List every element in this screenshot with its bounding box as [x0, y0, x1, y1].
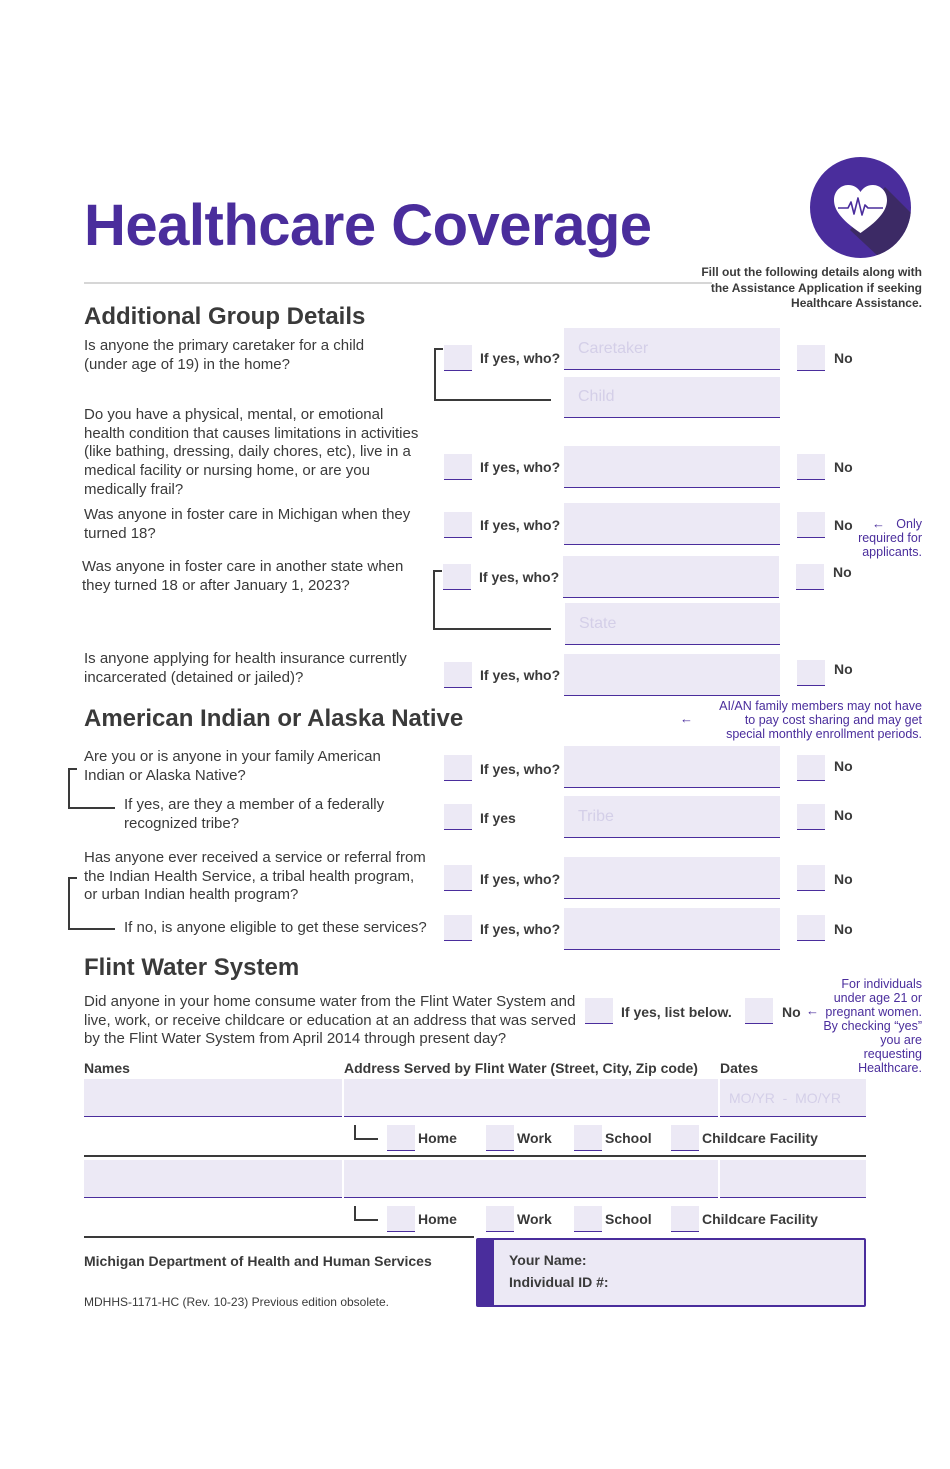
- arrow-left-icon: ←: [872, 516, 885, 531]
- foster-other-who-field[interactable]: [563, 556, 779, 598]
- home-label: Home: [418, 1211, 457, 1227]
- school-label: School: [605, 1211, 652, 1227]
- flint-dates-field[interactable]: [720, 1160, 866, 1198]
- foster-mi-yes-checkbox[interactable]: [444, 512, 472, 538]
- no-label: No: [834, 661, 853, 677]
- no-label: No: [834, 350, 853, 366]
- tribe-no-checkbox[interactable]: [797, 804, 825, 830]
- flint-name-field[interactable]: [84, 1160, 342, 1198]
- home-label: Home: [418, 1130, 457, 1146]
- health-yes-checkbox[interactable]: [444, 454, 472, 480]
- flint-home-checkbox[interactable]: [387, 1206, 415, 1232]
- page-title: Healthcare Coverage: [84, 193, 652, 258]
- caretaker-yes-checkbox[interactable]: [444, 345, 472, 371]
- bracket: [434, 399, 551, 401]
- your-name-label: Your Name:: [509, 1252, 587, 1268]
- no-label: No: [834, 871, 853, 887]
- incarcerated-who-field[interactable]: [564, 654, 780, 696]
- flint-dates-field[interactable]: MO/YR - MO/YR: [720, 1079, 866, 1117]
- row-divider: [84, 1236, 474, 1238]
- foster-other-yes-checkbox[interactable]: [443, 564, 471, 590]
- applicant-note: Only required for applicants.: [858, 517, 922, 559]
- flint-childcare-checkbox[interactable]: [671, 1125, 699, 1151]
- individual-id-label: Individual ID #:: [509, 1274, 609, 1290]
- flint-school-checkbox[interactable]: [574, 1206, 602, 1232]
- caretaker-field[interactable]: Caretaker: [564, 328, 780, 370]
- if-yes-who-label: If yes, who?: [480, 871, 561, 887]
- department-name: Michigan Department of Health and Human Services: [84, 1253, 432, 1269]
- bracket: [434, 348, 443, 350]
- arrow-left-icon: ←: [806, 1003, 819, 1018]
- no-label: No: [833, 564, 852, 580]
- work-label: Work: [517, 1130, 552, 1146]
- no-label: No: [834, 807, 853, 823]
- heart-pulse-icon: [810, 157, 911, 258]
- if-yes-who-label: If yes, who?: [480, 350, 561, 366]
- flint-yes-checkbox[interactable]: [585, 998, 613, 1024]
- form-number: MDHHS-1171-HC (Rev. 10-23) Previous edition obsolete.: [84, 1295, 390, 1309]
- flint-childcare-checkbox[interactable]: [671, 1206, 699, 1232]
- bracket: [68, 877, 77, 879]
- question-ihs-eligible: If no, is anyone eligible to get these services?: [124, 919, 427, 936]
- arrow-left-icon: ←: [680, 711, 693, 726]
- if-yes-who-label: If yes, who?: [480, 517, 561, 533]
- instruction-text: Fill out the following details along with the Assistance Application if seeking Healthcare Assistance.: [701, 265, 922, 310]
- if-yes-who-label: If yes, who?: [480, 921, 561, 937]
- question-foster-other-state: Was anyone in foster care in another state when they turned 18 or after January 1, 2023?: [82, 558, 404, 594]
- flint-home-checkbox[interactable]: [387, 1125, 415, 1151]
- if-yes-who-label: If yes, who?: [480, 761, 561, 777]
- bracket: [68, 768, 77, 770]
- column-header-dates: Dates: [720, 1060, 759, 1076]
- column-header-names: Names: [84, 1060, 130, 1076]
- flint-school-checkbox[interactable]: [574, 1125, 602, 1151]
- if-yes-who-label: If yes, who?: [480, 459, 561, 475]
- aian-no-checkbox[interactable]: [797, 755, 825, 781]
- aian-note: AI/AN family members may not have to pay cost sharing and may get special monthly enrollment periods.: [719, 699, 922, 741]
- question-foster-michigan: Was anyone in foster care in Michigan when they turned 18?: [84, 506, 411, 542]
- caretaker-no-checkbox[interactable]: [797, 345, 825, 371]
- identity-box: [476, 1238, 866, 1307]
- child-field[interactable]: Child: [564, 377, 780, 418]
- bracket: [433, 628, 551, 630]
- question-ihs-service: Has anyone ever received a service or referral from the Indian Health Service, a tribal health program, or urban Indian health program?: [84, 849, 426, 904]
- question-incarcerated: Is anyone applying for health insurance currently incarcerated (detained or jailed)?: [84, 650, 407, 686]
- flint-note: For individuals under age 21 or pregnant women. By checking “yes” you are requesting Healthcare.: [823, 977, 922, 1075]
- question-aian-member: Are you or is anyone in your family American Indian or Alaska Native?: [84, 748, 381, 784]
- foster-other-no-checkbox[interactable]: [796, 564, 824, 590]
- bracket: [433, 570, 442, 572]
- if-yes-who-label: If yes, who?: [480, 667, 561, 683]
- childcare-label: Childcare Facility: [702, 1130, 818, 1146]
- ihs-yes-checkbox[interactable]: [444, 865, 472, 891]
- eligible-yes-checkbox[interactable]: [444, 915, 472, 941]
- question-health-condition: Do you have a physical, mental, or emotional health condition that causes limitations in activities (like bathing, dressing, daily chores, etc), live in a medical facility or nursing home, or are you medically frail?: [84, 406, 419, 498]
- question-tribe-member: If yes, are they a member of a federally recognized tribe?: [124, 796, 385, 832]
- title-divider: [84, 282, 712, 284]
- no-label: No: [834, 921, 853, 937]
- bracket: [354, 1219, 378, 1221]
- question-flint: Did anyone in your home consume water from the Flint Water System and live, work, or receive childcare or education at an address that was served by the Flint Water System from April 2014 through present day?: [84, 993, 576, 1048]
- bracket: [433, 570, 435, 630]
- flint-address-field[interactable]: [344, 1160, 718, 1198]
- if-yes-label: If yes: [480, 810, 516, 826]
- incarcerated-yes-checkbox[interactable]: [444, 662, 472, 688]
- ihs-no-checkbox[interactable]: [797, 865, 825, 891]
- section-heading-group: Additional Group Details: [84, 303, 366, 330]
- eligible-no-checkbox[interactable]: [797, 915, 825, 941]
- childcare-label: Childcare Facility: [702, 1211, 818, 1227]
- bracket: [434, 348, 436, 400]
- foster-mi-who-field[interactable]: [564, 503, 780, 545]
- no-label: No: [834, 758, 853, 774]
- incarcerated-no-checkbox[interactable]: [797, 660, 825, 686]
- row-divider: [84, 1155, 866, 1157]
- if-yes-who-label: If yes, who?: [479, 569, 560, 585]
- no-label: No: [782, 1004, 801, 1020]
- if-yes-list-label: If yes, list below.: [621, 1004, 732, 1020]
- state-field[interactable]: State: [565, 603, 780, 645]
- aian-who-field[interactable]: [564, 746, 780, 788]
- ihs-who-field[interactable]: [564, 857, 780, 899]
- foster-mi-no-checkbox[interactable]: [797, 512, 825, 538]
- tribe-yes-checkbox[interactable]: [444, 804, 472, 830]
- bracket: [68, 877, 70, 929]
- flint-name-field[interactable]: [84, 1079, 342, 1117]
- work-label: Work: [517, 1211, 552, 1227]
- flint-address-field[interactable]: [344, 1079, 718, 1117]
- aian-yes-checkbox[interactable]: [444, 755, 472, 781]
- question-caretaker: Is anyone the primary caretaker for a child (under age of 19) in the home?: [84, 337, 365, 373]
- bracket: [354, 1138, 378, 1140]
- bracket: [354, 1206, 356, 1220]
- health-who-field[interactable]: [564, 446, 780, 488]
- school-label: School: [605, 1130, 652, 1146]
- flint-work-checkbox[interactable]: [486, 1125, 514, 1151]
- column-header-address: Address Served by Flint Water (Street, City, Zip code): [344, 1060, 698, 1076]
- no-label: No: [834, 459, 853, 475]
- flint-no-checkbox[interactable]: [745, 998, 773, 1024]
- eligible-who-field[interactable]: [564, 908, 780, 950]
- bracket: [68, 807, 115, 809]
- bracket: [354, 1125, 356, 1139]
- tribe-field[interactable]: Tribe: [564, 796, 780, 838]
- section-heading-aian: American Indian or Alaska Native: [84, 705, 464, 732]
- no-label: No: [834, 517, 853, 533]
- bracket: [68, 768, 70, 809]
- section-heading-flint: Flint Water System: [84, 954, 300, 981]
- bracket: [68, 928, 115, 930]
- flint-work-checkbox[interactable]: [486, 1206, 514, 1232]
- health-no-checkbox[interactable]: [797, 454, 825, 480]
